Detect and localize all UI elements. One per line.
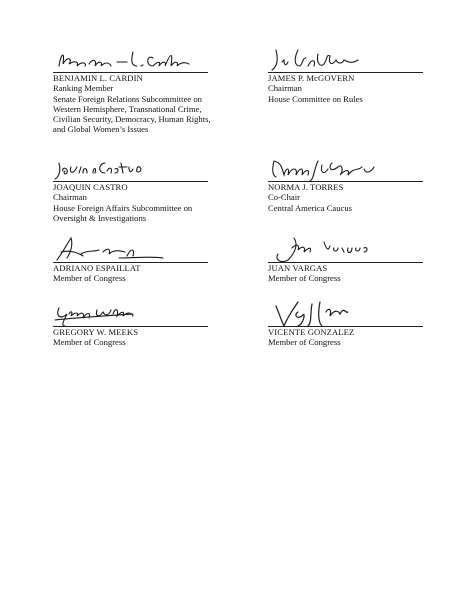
signature-line: [53, 46, 208, 73]
signatory-name: VICENTE GONZALEZ: [268, 327, 355, 337]
signatory-name: ADRIANO ESPAILLAT: [53, 263, 141, 273]
signature-line: [268, 46, 423, 73]
signatory-title: Ranking Member: [53, 83, 114, 94]
signatory-name: NORMA J. TORRES: [268, 182, 344, 192]
signatory-committee: Oversight & Investigations: [53, 212, 147, 223]
signatory-committee: Central America Caucus: [268, 202, 352, 213]
signature-block-gonzalez: [268, 300, 448, 348]
signature-block-cardin: [53, 46, 233, 135]
signatory-name: JOAQUIN CASTRO: [53, 182, 128, 192]
signatory-committee: Senate Foreign Relations Subcommittee on: [53, 93, 202, 104]
signatory-title: Member of Congress: [268, 337, 341, 348]
handwritten-signature-meeks: [53, 298, 203, 328]
signature-line: [53, 155, 208, 182]
signature-block-espaillat: [53, 236, 233, 284]
handwritten-signature-mcgovern: [268, 44, 418, 74]
signature-line: [268, 155, 423, 182]
signatory-title: Chairman: [268, 83, 302, 94]
handwritten-signature-gonzalez: [268, 298, 418, 328]
signature-block-vargas: [268, 236, 448, 284]
handwritten-signature-castro: [53, 153, 203, 183]
signature-block-castro: [53, 155, 233, 223]
signatory-committee: and Global Women’s Issues: [53, 124, 149, 135]
signature-line: [268, 236, 423, 263]
signature-block-meeks: [53, 300, 233, 348]
signatory-title: Co-Chair: [268, 192, 300, 203]
signatory-committee: House Committee on Rules: [268, 93, 363, 104]
signatory-name: JUAN VARGAS: [268, 263, 328, 273]
signatory-title: Chairman: [53, 192, 87, 203]
signatory-title: Member of Congress: [53, 273, 126, 284]
handwritten-signature-vargas: [268, 234, 418, 264]
signatory-committee: Western Hemisphere, Transnational Crime,: [53, 103, 202, 114]
signature-line: [268, 300, 423, 327]
signature-line: [53, 236, 208, 263]
signatory-name: JAMES P. McGOVERN: [268, 73, 355, 83]
signatory-title: Member of Congress: [268, 273, 341, 284]
signature-line: [53, 300, 208, 327]
handwritten-signature-espaillat: [53, 234, 203, 264]
signatory-committee: House Foreign Affairs Subcommittee on: [53, 202, 193, 213]
signatory-name: BENJAMIN L. CARDIN: [53, 73, 143, 83]
handwritten-signature-torres: [268, 153, 418, 183]
signature-block-torres: [268, 155, 448, 213]
signature-block-mcgovern: [268, 46, 448, 104]
signatory-committee: Civilian Security, Democracy, Human Rights,: [53, 114, 211, 125]
signatory-title: Member of Congress: [53, 337, 126, 348]
handwritten-signature-cardin: [53, 44, 203, 74]
signatory-name: GREGORY W. MEEKS: [53, 327, 139, 337]
